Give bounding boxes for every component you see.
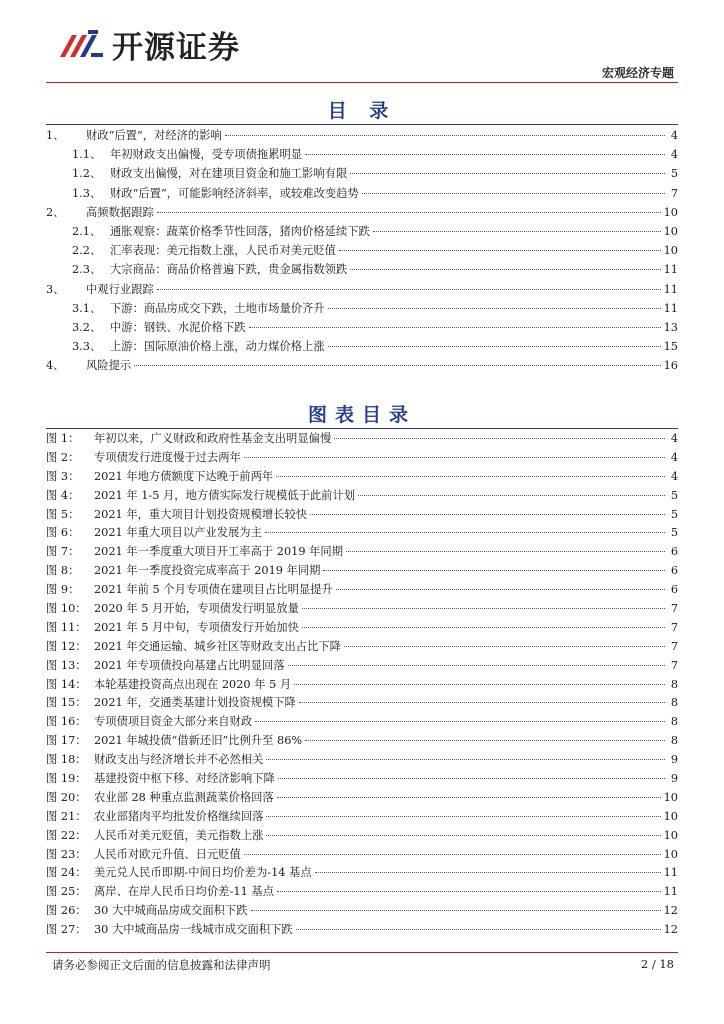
entry-page-number: 11 — [663, 866, 678, 880]
entry-number: 图 8： — [46, 564, 80, 578]
entry-number: 图 23： — [46, 847, 87, 861]
logo-text: 开源证券 — [112, 30, 240, 66]
dot-leader — [266, 835, 660, 836]
entry-number: 图 27： — [46, 923, 87, 937]
figure-entry[interactable] — [46, 638, 678, 657]
entry-title: 农业部猪肉平均批发价格继续回落 — [94, 809, 264, 823]
entry-title: 本轮基建投资高点出现在 2020 年 5 月 — [94, 677, 292, 691]
figure-entry[interactable] — [46, 524, 678, 543]
entry-number: 3.2、 — [72, 320, 102, 334]
entry-page-number: 7 — [670, 186, 678, 200]
toc-entry[interactable] — [46, 260, 678, 279]
entry-title: 农业部 28 种重点监测蔬菜价格回落 — [94, 790, 274, 804]
entry-title: 基建投资中枢下移、对经济影响下降 — [94, 772, 275, 786]
footer-divider — [46, 952, 678, 953]
entry-number: 图 17： — [46, 734, 87, 748]
entry-page-number: 5 — [670, 526, 678, 540]
entry-number: 图 21： — [46, 809, 87, 823]
entry-number: 图 14： — [46, 677, 87, 691]
entry-title: 2021 年专项债投向基建占比明显回落 — [94, 658, 285, 672]
dot-leader — [266, 816, 660, 817]
entry-number: 图 7： — [46, 545, 80, 559]
entry-title: 专项债发行进度慢于过去两年 — [94, 450, 241, 464]
dot-leader — [339, 250, 661, 251]
figure-entry[interactable] — [46, 581, 678, 600]
entry-number: 图 26： — [46, 904, 87, 918]
entry-title: 2021 年地方债额度下达晚于前两年 — [94, 469, 274, 483]
entry-page-number: 4 — [670, 129, 678, 142]
toc-entry[interactable] — [46, 299, 678, 318]
toc-entry[interactable] — [46, 337, 678, 356]
entry-page-number: 12 — [663, 923, 678, 937]
entry-title: 2021 年交通运输、城乡社区等财政支出占比下降 — [94, 639, 341, 653]
dot-leader — [350, 269, 660, 270]
entry-title: 大宗商品：商品价格普遍下跌，贵金属指数领跌 — [110, 263, 348, 277]
entry-title: 2021 年 1-5 月，地方债实际发行规模低于此前计划 — [94, 488, 356, 502]
entry-page-number: 10 — [663, 828, 678, 842]
dot-leader — [315, 872, 661, 873]
dot-leader — [305, 740, 665, 741]
figure-entry[interactable] — [46, 619, 678, 638]
dot-leader — [276, 476, 665, 477]
entry-number: 图 10： — [46, 602, 87, 616]
figure-entry[interactable] — [46, 562, 678, 581]
entry-number: 3、 — [46, 282, 65, 296]
entry-page-number: 4 — [670, 148, 678, 162]
entry-page-number: 13 — [663, 320, 678, 334]
entry-page-number: 6 — [670, 583, 678, 597]
figure-list-title: 图表目录 — [307, 404, 416, 426]
figure-entry[interactable] — [46, 543, 678, 562]
entry-number: 图 15： — [46, 696, 87, 710]
dot-leader — [266, 759, 665, 760]
figure-entry[interactable] — [46, 883, 678, 902]
entry-page-number: 11 — [663, 301, 678, 315]
dot-leader — [328, 346, 661, 347]
dot-leader — [328, 308, 661, 309]
entry-title: 专项债项目资金大部分来自财政 — [94, 715, 253, 729]
entry-number: 图 19： — [46, 772, 87, 786]
entry-title: 2021 年一季度重大项目开工率高于 2019 年同期 — [94, 545, 344, 559]
figure-entry[interactable] — [46, 902, 678, 921]
entry-title: 下游：商品房成交下跌，土地市场量价齐升 — [110, 301, 325, 315]
dot-leader — [134, 365, 660, 366]
entry-number: 图 5： — [46, 507, 80, 521]
toc-entry[interactable] — [46, 356, 678, 375]
dot-leader — [255, 721, 665, 722]
dot-leader — [358, 495, 665, 496]
dot-leader — [157, 212, 661, 213]
entry-page-number: 10 — [663, 205, 678, 219]
entry-title: 高频数据跟踪 — [86, 205, 154, 219]
entry-title: 财政“后置”，可能影响经济斜率，或较难改变趋势 — [110, 186, 359, 200]
figure-entry[interactable] — [46, 694, 678, 713]
dot-leader — [251, 910, 661, 911]
toc-list — [46, 126, 678, 375]
entry-page-number: 6 — [670, 564, 678, 578]
entry-title: 汇率表现：美元指数上涨，人民币对美元贬值 — [110, 244, 336, 258]
dot-leader — [265, 532, 665, 533]
entry-page-number: 11 — [663, 282, 678, 296]
toc-title: 目 录 — [327, 100, 397, 122]
entry-title: 财政支出与经济增长并不必然相关 — [94, 753, 264, 767]
entry-page-number: 10 — [663, 809, 678, 823]
entry-title: 2020 年 5 月开始，专项债发行明显放量 — [94, 602, 299, 616]
figure-title-divider — [46, 428, 678, 429]
entry-title: 美元兑人民币即期-中间日均价差为-14 基点 — [94, 866, 312, 880]
entry-title: 2021 年一季度投资完成率高于 2019 年同期 — [94, 564, 321, 578]
entry-number: 图 16： — [46, 715, 87, 729]
entry-number: 1.3、 — [72, 186, 102, 200]
figure-list — [46, 430, 678, 940]
entry-page-number: 9 — [670, 753, 678, 767]
entry-page-number: 5 — [670, 167, 678, 181]
figure-entry[interactable] — [46, 713, 678, 732]
entry-number: 2.2、 — [72, 244, 102, 258]
entry-number: 图 24： — [46, 866, 87, 880]
figure-entry[interactable] — [46, 864, 678, 883]
header-divider — [46, 82, 678, 83]
figure-entry[interactable] — [46, 827, 678, 846]
figure-entry[interactable] — [46, 751, 678, 770]
page-number: 2 / 18 — [640, 957, 674, 971]
entry-number: 2、 — [46, 205, 65, 219]
dot-leader — [373, 231, 661, 232]
entry-title: 30 大中城商品房一线城市成交面积下跌 — [94, 923, 293, 937]
toc-entry[interactable] — [46, 164, 678, 183]
dot-leader — [302, 608, 665, 609]
dot-leader — [288, 665, 666, 666]
entry-title: 风险提示 — [86, 359, 132, 373]
entry-title: 中观行业跟踪 — [86, 282, 154, 296]
entry-number: 图 22： — [46, 828, 87, 842]
entry-title: 上游：国际原油价格上涨，动力煤价格上涨 — [110, 340, 325, 354]
toc-entry[interactable] — [46, 145, 678, 164]
dot-leader — [299, 702, 665, 703]
entry-number: 图 25： — [46, 885, 87, 899]
figure-entry[interactable] — [46, 506, 678, 525]
entry-title: 30 大中城商品房成交面积下跌 — [94, 904, 248, 918]
entry-title: 财政“后置”，对经济的影响 — [86, 129, 222, 142]
dot-leader — [296, 929, 661, 930]
entry-title: 2021 年城投债“借新还旧”比例升至 86% — [94, 734, 303, 748]
dot-leader — [346, 551, 665, 552]
figure-entry[interactable] — [46, 732, 678, 751]
entry-page-number: 16 — [663, 359, 678, 373]
figure-entry[interactable] — [46, 808, 678, 827]
entry-number: 图 12： — [46, 639, 87, 653]
entry-number: 图 6： — [46, 526, 80, 540]
figure-entry[interactable] — [46, 430, 678, 449]
report-category: 宏观经济专题 — [601, 66, 674, 80]
company-logo — [58, 22, 240, 67]
dot-leader — [305, 154, 665, 155]
entry-page-number: 4 — [670, 432, 678, 445]
entry-title: 年初以来，广义财政和政府性基金支出明显偏慢 — [94, 432, 332, 445]
dot-leader — [323, 570, 665, 571]
entry-number: 2.1、 — [72, 224, 102, 238]
dot-leader — [350, 173, 665, 174]
entry-page-number: 10 — [663, 847, 678, 861]
entry-title: 2021 年，交通类基建计划投资规模下降 — [94, 696, 296, 710]
entry-number: 2.3、 — [72, 263, 102, 277]
entry-title: 人民币对欧元升值、日元贬值 — [94, 847, 241, 861]
toc-entry[interactable] — [46, 241, 678, 260]
figure-entry[interactable] — [46, 921, 678, 940]
dot-leader — [362, 193, 665, 194]
entry-number: 1.1、 — [72, 148, 102, 162]
entry-page-number: 7 — [670, 658, 678, 672]
dot-leader — [277, 797, 661, 798]
toc-entry[interactable] — [46, 203, 678, 222]
entry-page-number: 4 — [670, 469, 678, 483]
figure-entry[interactable] — [46, 846, 678, 865]
entry-title: 年初财政支出偏慢，受专项债拖累明显 — [110, 148, 303, 162]
dot-leader — [157, 289, 661, 290]
toc-entry[interactable] — [46, 222, 678, 241]
entry-number: 3.3、 — [72, 340, 102, 354]
entry-page-number: 10 — [663, 244, 678, 258]
entry-page-number: 7 — [670, 639, 678, 653]
figure-entry[interactable] — [46, 789, 678, 808]
entry-title: 人民币对美元贬值，美元指数上涨 — [94, 828, 264, 842]
footer-disclaimer: 请务必参阅正文后面的信息披露和法律声明 — [52, 958, 271, 972]
entry-number: 4、 — [46, 359, 65, 373]
dot-leader — [310, 514, 665, 515]
entry-number: 图 3： — [46, 469, 80, 483]
entry-number: 图 20： — [46, 790, 87, 804]
dot-leader — [334, 438, 665, 439]
dot-leader — [244, 457, 665, 458]
dot-leader — [278, 778, 665, 779]
toc-title-divider — [46, 124, 678, 125]
entry-page-number: 10 — [663, 790, 678, 804]
entry-page-number: 11 — [663, 885, 678, 899]
entry-page-number: 11 — [663, 263, 678, 277]
dot-leader — [225, 135, 665, 136]
entry-number: 图 18： — [46, 753, 87, 767]
page-header — [0, 0, 724, 90]
entry-number: 3.1、 — [72, 301, 102, 315]
toc-entry[interactable] — [46, 126, 678, 145]
toc-entry[interactable] — [46, 280, 678, 299]
entry-page-number: 8 — [670, 715, 678, 729]
figure-entry[interactable] — [46, 770, 678, 789]
figure-entry[interactable] — [46, 657, 678, 676]
entry-page-number: 6 — [670, 545, 678, 559]
entry-title: 2021 年，重大项目计划投资规模增长较快 — [94, 507, 308, 521]
entry-page-number: 9 — [670, 772, 678, 786]
entry-number: 图 9： — [46, 583, 80, 597]
entry-page-number: 7 — [670, 602, 678, 616]
entry-page-number: 5 — [670, 507, 678, 521]
entry-page-number: 12 — [663, 904, 678, 918]
dot-leader — [244, 854, 661, 855]
entry-number: 1、 — [46, 129, 65, 142]
entry-number: 图 2： — [46, 450, 80, 464]
entry-number: 图 11： — [46, 620, 87, 634]
entry-page-number: 8 — [670, 696, 678, 710]
figure-entry[interactable] — [46, 449, 678, 468]
entry-title: 离岸、在岸人民币日均价差-11 基点 — [94, 885, 274, 899]
figure-entry[interactable] — [46, 487, 678, 506]
figure-entry[interactable] — [46, 600, 678, 619]
entry-title: 2021 年 5 月中旬，专项债发行开始加快 — [94, 620, 299, 634]
toc-entry[interactable] — [46, 184, 678, 203]
dot-leader — [336, 589, 665, 590]
entry-title: 通胀观察：蔬菜价格季节性回落，猪肉价格延续下跌 — [110, 224, 370, 238]
dot-leader — [249, 327, 661, 328]
figure-entry[interactable] — [46, 676, 678, 695]
dot-leader — [344, 646, 665, 647]
entry-page-number: 5 — [670, 488, 678, 502]
figure-entry[interactable] — [46, 468, 678, 487]
entry-title: 中游：钢铁、水泥价格下跌 — [110, 320, 246, 334]
toc-entry[interactable] — [46, 318, 678, 337]
entry-number: 图 4： — [46, 488, 80, 502]
logo-mark-icon — [58, 27, 106, 63]
dot-leader — [302, 627, 665, 628]
entry-page-number: 10 — [663, 224, 678, 238]
entry-page-number: 8 — [670, 734, 678, 748]
entry-title: 财政支出偏慢，对在建项目资金和施工影响有限 — [110, 167, 348, 181]
dot-leader — [294, 684, 665, 685]
entry-number: 图 13： — [46, 658, 87, 672]
entry-number: 1.2、 — [72, 167, 102, 181]
entry-page-number: 7 — [670, 620, 678, 634]
entry-title: 2021 年前 5 个月专项债在建项目占比明显提升 — [94, 583, 333, 597]
entry-page-number: 8 — [670, 677, 678, 691]
entry-number: 图 1： — [46, 432, 80, 445]
entry-page-number: 15 — [663, 340, 678, 354]
entry-page-number: 4 — [670, 450, 678, 464]
entry-title: 2021 年重大项目以产业发展为主 — [94, 526, 262, 540]
dot-leader — [277, 891, 661, 892]
